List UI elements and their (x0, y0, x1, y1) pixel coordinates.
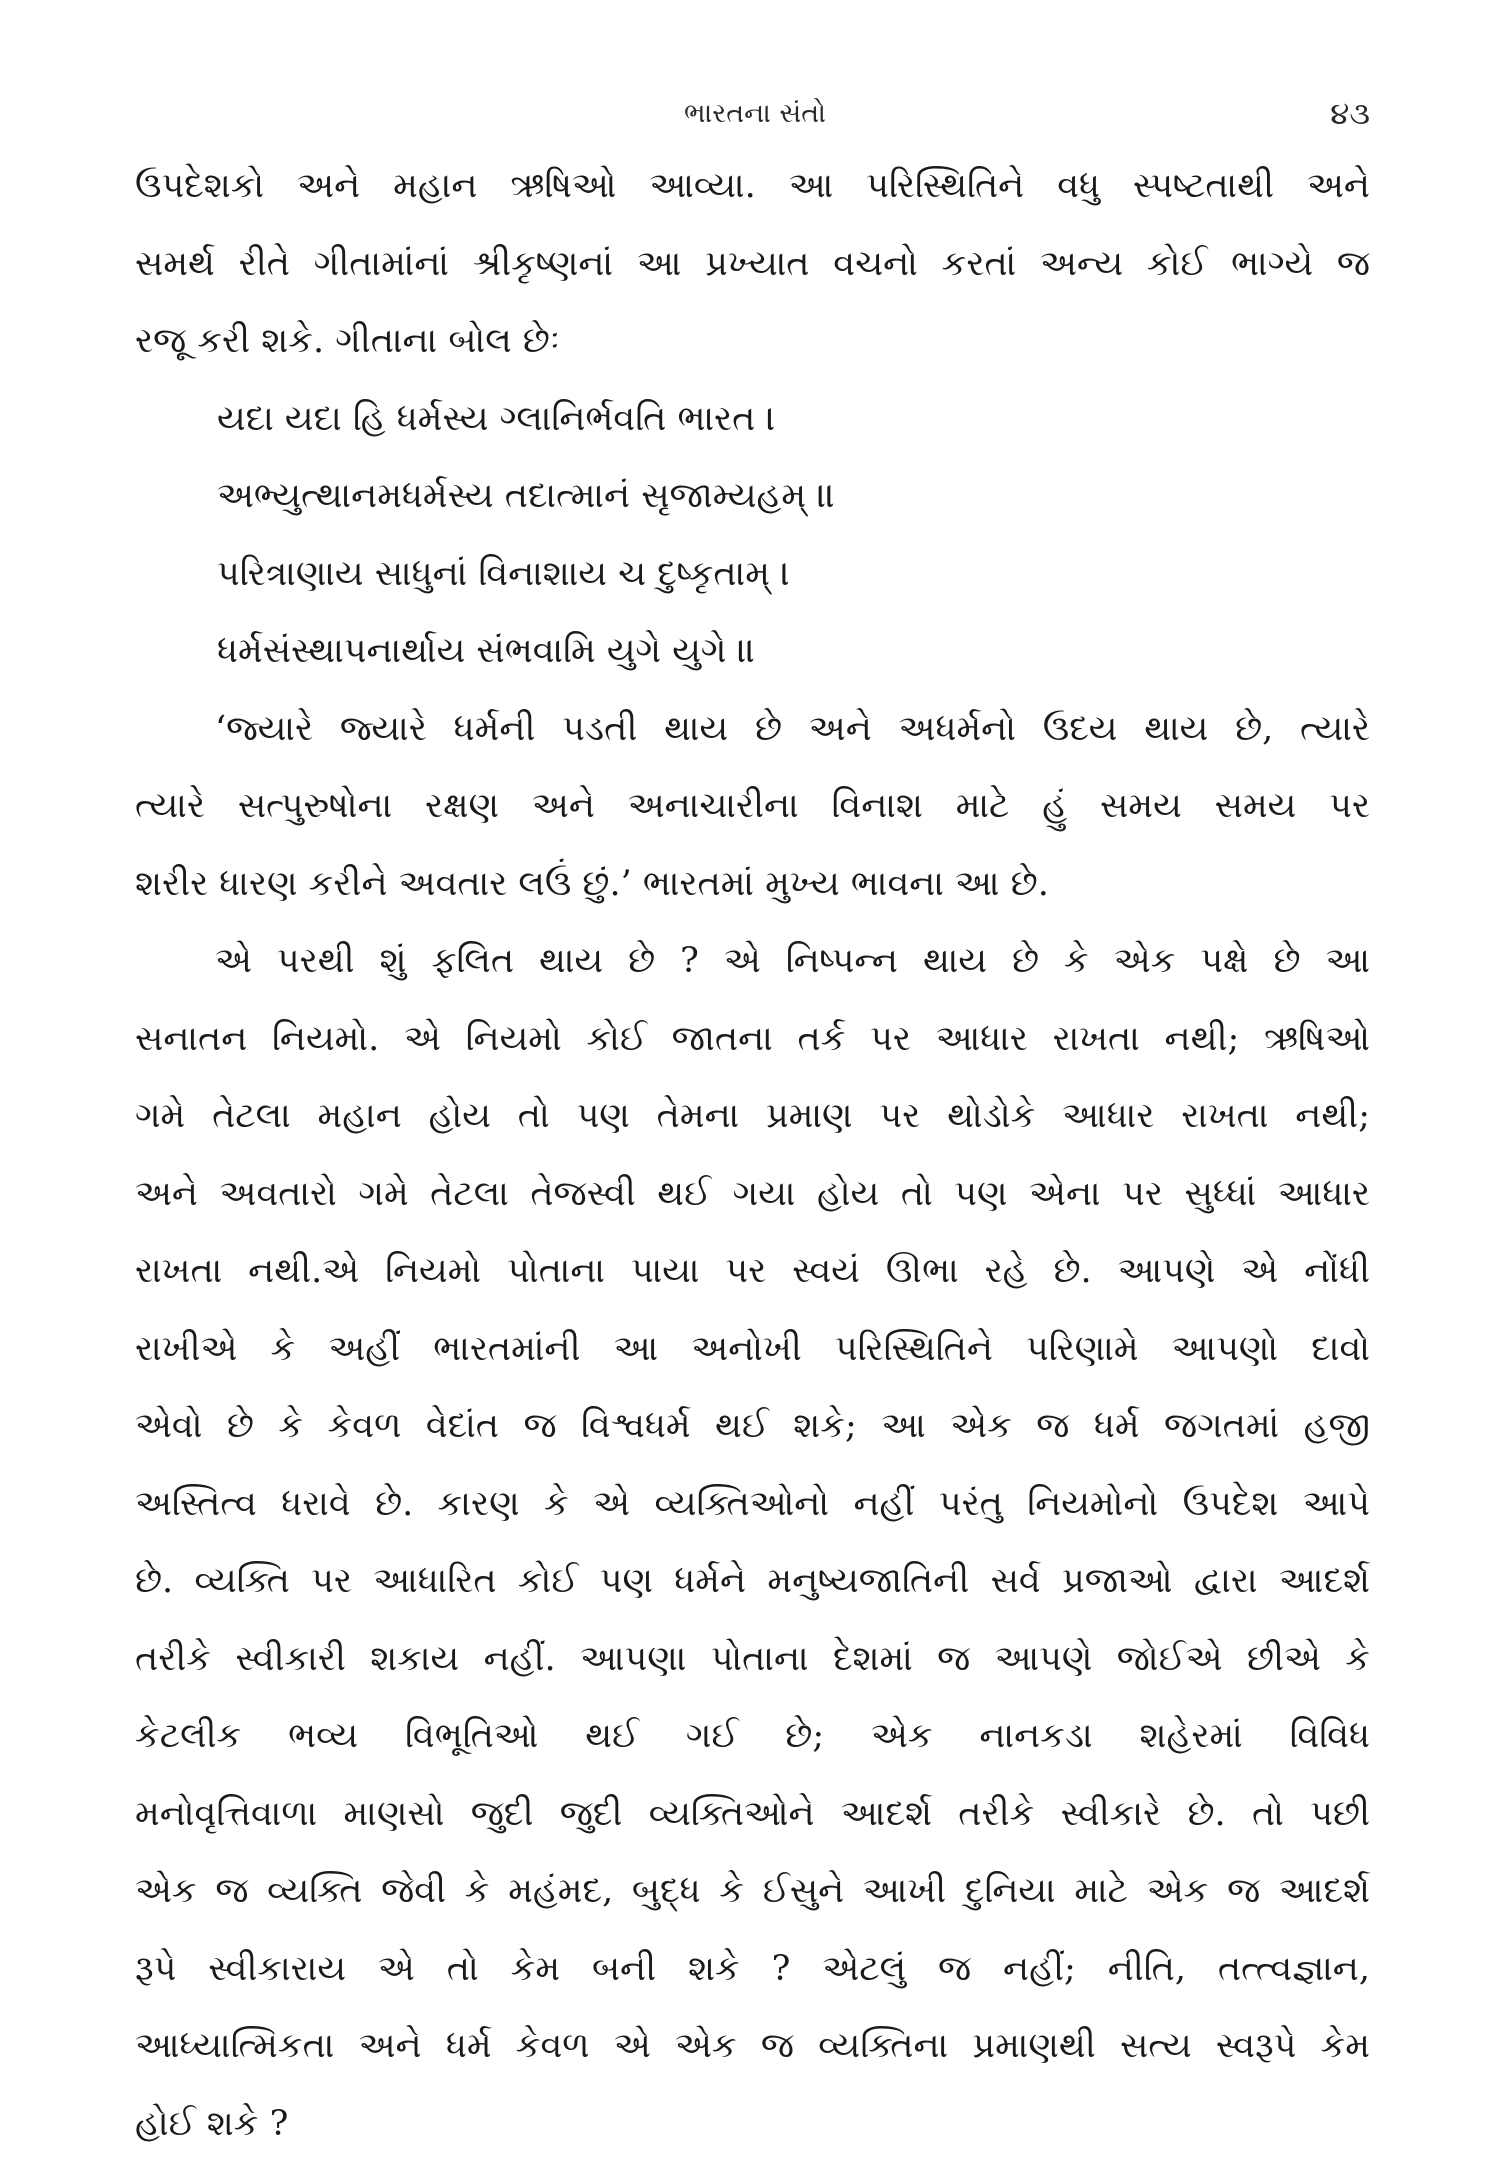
body-text (135, 148, 1370, 2163)
text-line: આધ્યાત્મિકતા અને ધર્મ કેવળ એ એક જ વ્યક્તિના પ્રમાણથી સત્ય સ્વરૂપે કેમ (135, 2008, 1370, 2086)
text-line: છે. વ્યક્તિ પર આધારિત કોઈ પણ ધર્મને મનુષ્યજાતિની સર્વ પ્રજાઓ દ્વારા આદર્શ (135, 1543, 1370, 1621)
text-line: એવો છે કે કેવળ વેદાંત જ વિશ્વધર્મ થઈ શકે; આ એક જ ધર્મ જગતમાં હજી (135, 1388, 1370, 1466)
verse-line: યદા યદા હિ ધર્મસ્ય ગ્લાનિર્ભવતિ ભારત । (135, 381, 1370, 459)
verse-line: અભ્યુત્થાનમધર્મસ્ય તદાત્માનં સૃજામ્યહમ્ ॥ (135, 458, 1370, 536)
paragraph-3 (135, 923, 1370, 2163)
text-line: સનાતન નિયમો. એ નિયમો કોઈ જાતના તર્ક પર આધાર રાખતા નથી; ઋષિઓ (135, 1001, 1370, 1079)
page-header (140, 96, 1370, 136)
text-line: ‘જ્યારે જ્યારે ધર્મની પડતી થાય છે અને અધર્મનો ઉદય થાય છે, ત્યારે (135, 691, 1370, 769)
text-line: મનોવૃત્તિવાળા માણસો જુદી જુદી વ્યક્તિઓને આદર્શ તરીકે સ્વીકારે છે. તો પછી (135, 1776, 1370, 1854)
text-line: ગમે તેટલા મહાન હોય તો પણ તેમના પ્રમાણ પર થોડોકે આધાર રાખતા નથી; (135, 1078, 1370, 1156)
text-line: અને અવતારો ગમે તેટલા તેજસ્વી થઈ ગયા હોય તો પણ એના પર સુધ્ધાં આધાર (135, 1156, 1370, 1234)
text-line: રજૂ કરી શકે. ગીતાના બોલ છેઃ (135, 303, 1370, 381)
gita-verse (135, 381, 1370, 691)
text-line: તરીકે સ્વીકારી શકાય નહીં. આપણા પોતાના દેશમાં જ આપણે જોઈએ છીએ કે (135, 1621, 1370, 1699)
text-line: રાખીએ કે અહીં ભારતમાંની આ અનોખી પરિસ્થિતિને પરિણામે આપણો દાવો (135, 1311, 1370, 1389)
running-title: ભારતના સંતો (140, 96, 1370, 132)
text-line: કેટલીક ભવ્ય વિભૂતિઓ થઈ ગઈ છે; એક નાનકડા શહેરમાં વિવિધ (135, 1698, 1370, 1776)
paragraph-2 (135, 691, 1370, 924)
paragraph-1 (135, 148, 1370, 381)
text-line: એ પરથી શું ફલિત થાય છે ? એ નિષ્પન્ન થાય છે કે એક પક્ષે છે આ (135, 923, 1370, 1001)
text-line: રાખતા નથી.એ નિયમો પોતાના પાયા પર સ્વયં ઊભા રહે છે. આપણે એ નોંધી (135, 1233, 1370, 1311)
text-line: શરીર ધારણ કરીને અવતાર લઉં છું.’ ભારતમાં મુખ્ય ભાવના આ છે. (135, 846, 1370, 924)
verse-line: ધર્મસંસ્થાપનાર્થાય સંભવામિ યુગે યુગે ॥ (135, 613, 1370, 691)
text-line: ત્યારે સત્પુરુષોના રક્ષણ અને અનાચારીના વિનાશ માટે હું સમય સમય પર (135, 768, 1370, 846)
text-line: હોઈ શકે ? (135, 2086, 1370, 2163)
page-number: ૪૩ (1330, 96, 1370, 132)
text-line: રૂપે સ્વીકારાય એ તો કેમ બની શકે ? એટલું જ નહીં; નીતિ, તત્ત્વજ્ઞાન, (135, 1931, 1370, 2009)
verse-line: પરિત્રાણાય સાધુનાં વિનાશાય ચ દુષ્કૃતામ્ । (135, 536, 1370, 614)
text-line: એક જ વ્યક્તિ જેવી કે મહંમદ, બુદ્ધ કે ઈસુને આખી દુનિયા માટે એક જ આદર્શ (135, 1853, 1370, 1931)
text-line: ઉપદેશકો અને મહાન ઋષિઓ આવ્યા. આ પરિસ્થિતિને વધુ સ્પષ્ટતાથી અને (135, 148, 1370, 226)
text-line: સમર્થ રીતે ગીતામાંનાં શ્રીકૃષ્ણનાં આ પ્રખ્યાત વચનો કરતાં અન્ય કોઈ ભાગ્યે જ (135, 226, 1370, 304)
text-line: અસ્તિત્વ ધરાવે છે. કારણ કે એ વ્યક્તિઓનો નહીં પરંતુ નિયમોનો ઉપદેશ આપે (135, 1466, 1370, 1544)
